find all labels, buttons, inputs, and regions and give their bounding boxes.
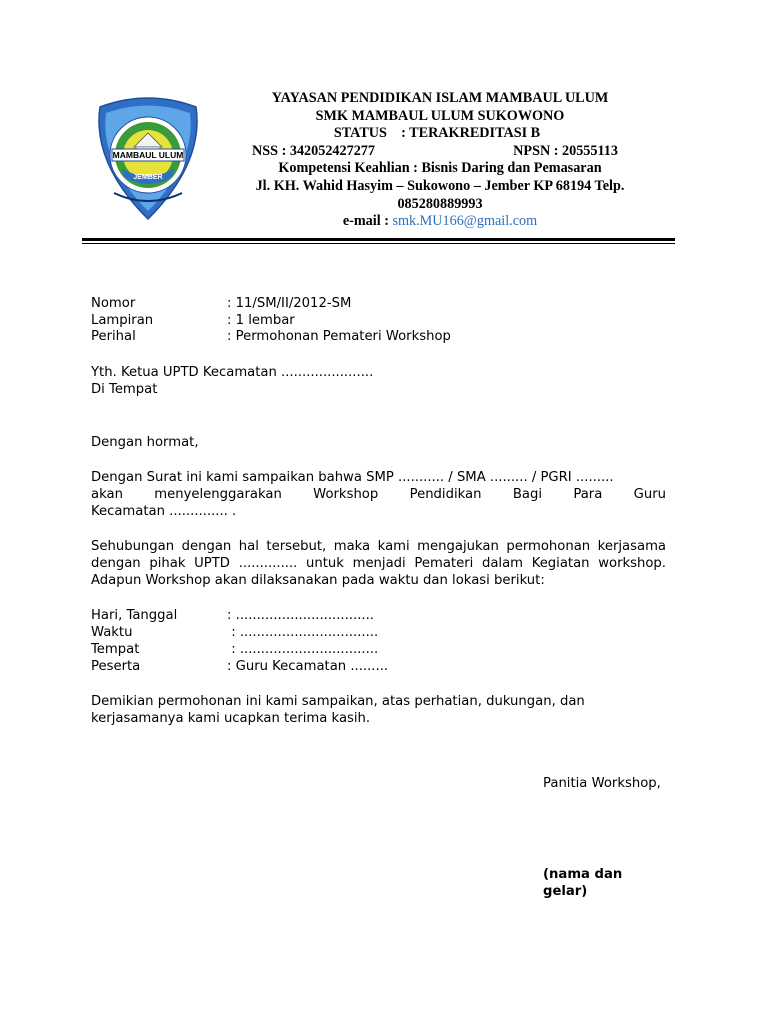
waktu-field [91,625,666,642]
perihal-label: Perihal [91,329,136,345]
logo-banner-text: MAMBAUL ULUM [112,150,184,160]
email-label: e-mail : [342,213,393,230]
registration-numbers [222,143,658,161]
perihal-field [91,329,666,346]
npsn-number: NPSN : 20555113 [513,142,618,159]
waktu-label: Waktu [91,625,133,641]
recipient-place: Di Tempat [91,381,158,397]
paragraph-intro-line2: akan menyelenggarakan Workshop Pendidikan Bagi Para Guru [91,486,666,502]
logo-ribbon-text: JEMBER [133,174,163,181]
paragraph-intro [91,470,666,520]
salutation: Dengan hormat, [91,434,199,450]
school-crest-logo [92,93,204,221]
lampiran-field [91,313,666,330]
email-link[interactable]: smk.MU166@gmail.com [392,213,538,230]
peserta-value: : Guru Kecamatan ......... [227,658,389,674]
perihal-value: : Permohonan Pemateri Workshop [227,329,451,345]
hari-value: : ................................. [227,608,374,624]
competency: Kompetensi Keahlian : Bisnis Daring dan Pemasaran [278,160,602,177]
paragraph-closing: Demikian permohonan ini kami sampaikan, atas perhatian, dukungan, dan kerjasamanya kami ucapkan terima kasih. [91,694,585,726]
hari-label: Hari, Tanggal [91,608,178,624]
peserta-label: Peserta [91,658,141,674]
waktu-value: : ................................. [227,625,379,641]
email-line [222,213,658,231]
phone-number: 085280889993 [397,195,483,212]
school-name: SMK MAMBAUL ULUM SUKOWONO [315,107,565,124]
letterhead [222,90,658,231]
letterhead-divider-thick [82,238,675,241]
tempat-field [91,642,666,659]
letterhead-divider-thin [82,243,675,244]
letter-body [91,296,666,728]
paragraph-intro-line3: Kecamatan .............. . [91,503,237,519]
paragraph-intro-line1: Dengan Surat ini kami sampaikan bahwa SMP ........... / SMA ......... / PGRI ......... [91,470,614,486]
status-label: STATUS [333,125,387,142]
peserta-field [91,659,666,676]
signature-name: (nama dan gelar) [543,867,623,899]
address: Jl. KH. Wahid Hasyim – Sukowono – Jember KP 68194 Telp. [255,177,625,194]
nomor-value: : 11/SM/II/2012-SM [227,296,352,311]
lampiran-label: Lampiran [91,312,154,328]
lampiran-value: : 1 lembar [227,312,295,328]
accreditation-status [222,125,658,143]
signature-role: Panitia Workshop, [543,776,661,791]
paragraph-request: Sehubungan dengan hal tersebut, maka kami mengajukan permohonan kerjasama dengan pihak UPTD .............. untuk menjadi Pemateri dalam Kegiatan workshop. Adapun Workshop akan dilaksanakan pada waktu dan lokasi berikut: [91,539,666,588]
tempat-label: Tempat [91,641,140,657]
nomor-label: Nomor [91,296,136,311]
recipient-line: Yth. Ketua UPTD Kecamatan ...................... [91,365,374,381]
foundation-name: YAYASAN PENDIDIKAN ISLAM MAMBAUL ULUM [271,90,609,106]
nss-number: NSS : 342052427277 [252,142,375,159]
nomor-field [91,296,666,313]
status-value: : TERAKREDITASI B [401,125,541,142]
tempat-value: : ................................. [227,641,379,657]
hari-field [91,608,666,625]
